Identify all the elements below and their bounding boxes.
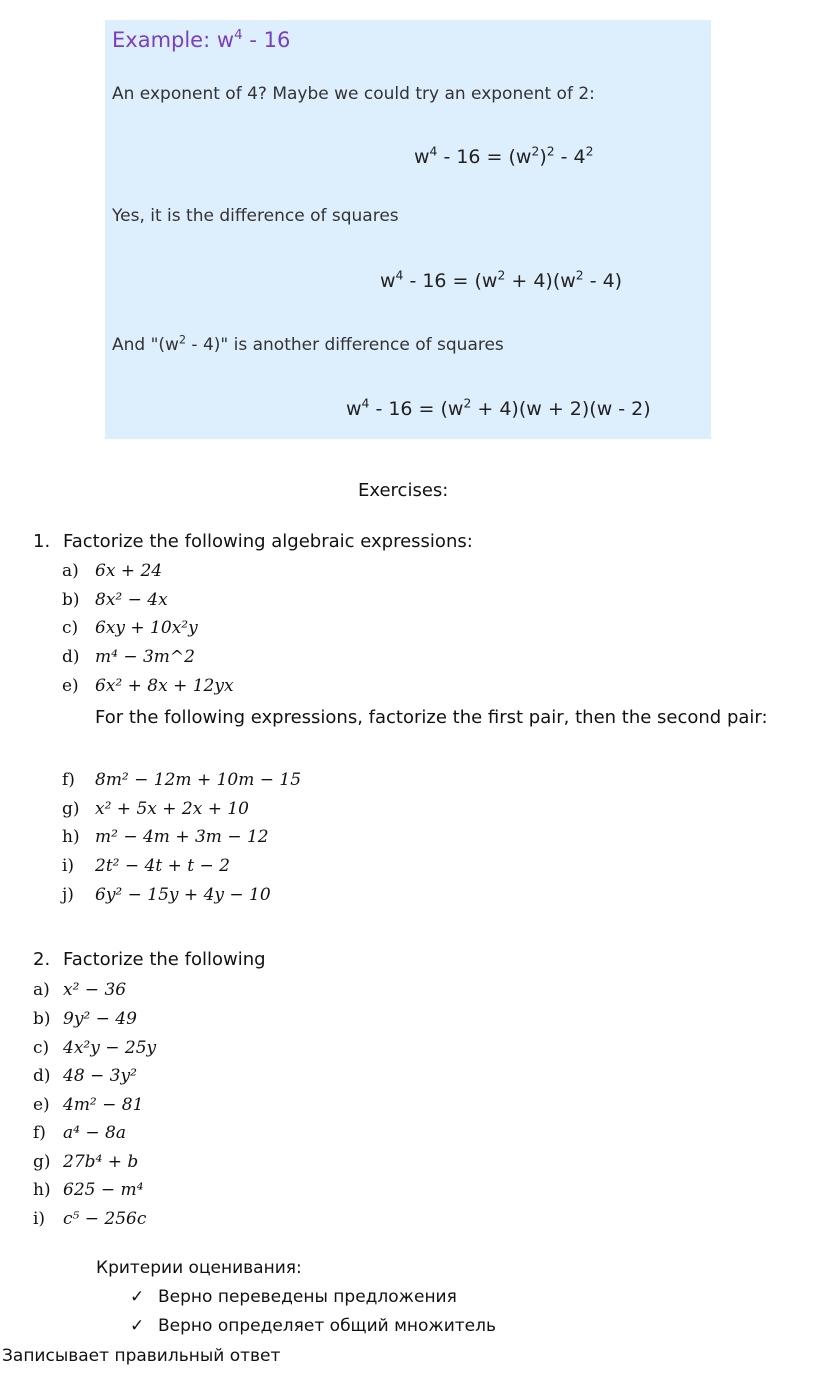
q2-item-label: a) xyxy=(33,980,50,1000)
q2-item-expr: c⁵ − 256c xyxy=(63,1209,147,1229)
q2-title: Factorize the following xyxy=(63,949,266,970)
q1-item-label: b) xyxy=(62,590,80,610)
criteria-title: Критерии оценивания: xyxy=(96,1258,302,1278)
q1-item-expr: 8m² − 12m + 10m − 15 xyxy=(95,770,302,790)
q1-item-expr: 6xy + 10x²y xyxy=(95,618,198,638)
q2-item-expr: 9y² − 49 xyxy=(63,1009,137,1029)
criteria-item: Верно определяет общий множитель xyxy=(158,1316,497,1336)
q1-item-label: i) xyxy=(62,856,75,876)
q1-item-expr: 6x + 24 xyxy=(95,561,163,581)
q1-item-expr: 2t² − 4t + t − 2 xyxy=(95,856,230,876)
q2-item-label: c) xyxy=(33,1038,50,1058)
q1-item-label: c) xyxy=(62,618,79,638)
q1-item-label: j) xyxy=(62,885,74,905)
q1-item-label: g) xyxy=(62,799,80,819)
criteria-item: Верно переведены предложения xyxy=(158,1287,457,1307)
q2-item-expr: a⁴ − 8a xyxy=(63,1123,126,1143)
q2-item-label: i) xyxy=(33,1209,46,1229)
example-equation-1: $w^4 - 16 = (w^2)^2 - 4^2$ xyxy=(414,144,594,168)
exercises-title: Exercises: xyxy=(358,480,449,501)
q2-item-expr: 4m² − 81 xyxy=(63,1095,144,1115)
q2-item-expr: x² − 36 xyxy=(63,980,127,1000)
example-title: Example: $w^4 - 16$ xyxy=(112,26,291,52)
q2-item-label: e) xyxy=(33,1095,50,1115)
criteria-last: Записывает правильный ответ xyxy=(2,1346,281,1366)
q1-item-expr: 6x² + 8x + 12yx xyxy=(95,676,234,696)
q1-item-label: e) xyxy=(62,676,79,696)
q1-item-expr: m² − 4m + 3m − 12 xyxy=(95,827,269,847)
q2-number: 2. xyxy=(33,949,51,970)
q1-item-label: a) xyxy=(62,561,79,581)
example-box xyxy=(105,20,711,439)
q1-item-label: f) xyxy=(62,770,75,790)
q1-item-expr: 8x² − 4x xyxy=(95,590,168,610)
example-line-2: Yes, it is the difference of squares xyxy=(112,206,399,226)
example-equation-2: $w^4 - 16 = (w^2 + 4)(w^2 - 4)$ xyxy=(380,268,623,292)
q1-item-expr: 6y² − 15y + 4y − 10 xyxy=(95,885,271,905)
q1-number: 1. xyxy=(33,531,51,552)
q2-item-expr: 48 − 3y² xyxy=(63,1066,137,1086)
check-icon: ✓ xyxy=(130,1287,145,1307)
q2-item-label: d) xyxy=(33,1066,51,1086)
example-equation-3: $w^4 - 16 = (w^2 + 4)(w + 2)(w - 2)$ xyxy=(346,396,651,420)
q1-item-label: d) xyxy=(62,647,80,667)
q2-item-expr: 4x²y − 25y xyxy=(63,1038,157,1058)
q1-item-expr: x² + 5x + 2x + 10 xyxy=(95,799,249,819)
q2-item-label: h) xyxy=(33,1180,51,1200)
q2-item-label: f) xyxy=(33,1123,46,1143)
q1-item-label: h) xyxy=(62,827,80,847)
example-line-3: And "$(w^2 - 4)$" is another difference of squares xyxy=(112,333,504,355)
q1-note: For the following expressions, factorize the first pair, then the second pair: xyxy=(95,707,768,728)
q2-item-expr: 625 − m⁴ xyxy=(63,1180,144,1200)
q1-item-expr: m⁴ − 3m^2 xyxy=(95,647,195,667)
q1-title: Factorize the following algebraic expressions: xyxy=(63,531,473,552)
check-icon: ✓ xyxy=(130,1316,145,1336)
q2-item-expr: 27b⁴ + b xyxy=(63,1152,139,1172)
q2-item-label: b) xyxy=(33,1009,51,1029)
q2-item-label: g) xyxy=(33,1152,51,1172)
example-line-1: An exponent of 4? Maybe we could try an exponent of 2: xyxy=(112,84,595,104)
